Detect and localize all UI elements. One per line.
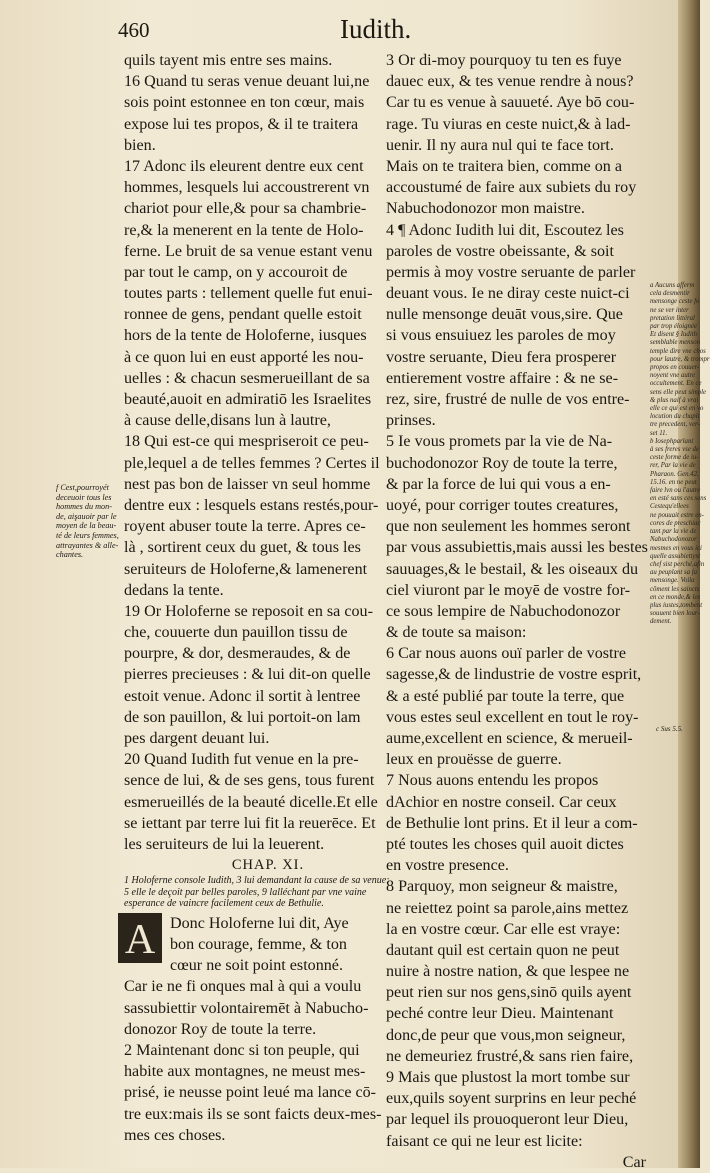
margin-line: noyent vne autre	[650, 372, 696, 380]
margin-line: attrayantes & alle-	[56, 540, 119, 550]
margin-line: tre precedent, ver-	[650, 421, 700, 429]
page-number: 460	[118, 18, 150, 42]
text-line: paroles de vostre obeissante, & soit	[386, 242, 614, 260]
margin-line: à ses freres vse de	[650, 446, 699, 454]
left-column	[124, 50, 390, 1146]
margin-line: locution du chapit	[650, 413, 700, 421]
text-line: se iettant par terre lui fit la reuerēce. Et	[124, 814, 376, 832]
margin-line: par trop éloignée	[650, 323, 697, 331]
margin-line: cōment les saincts	[650, 585, 700, 593]
running-header	[0, 14, 680, 48]
text-line: royent abuser toute la terre. Apres ce-	[124, 518, 366, 536]
drop-cap: A	[118, 913, 162, 963]
text-line: ple,lequel a de telles femmes ? Certes il	[124, 454, 380, 472]
margin-line: chantes.	[56, 550, 84, 560]
text-line: Donc Holoferne lui dit, Aye	[170, 914, 349, 932]
text-line: Nabuchodonozor mon maistre.	[386, 200, 585, 218]
margin-line: propos en couuer-	[650, 364, 700, 372]
text-line: vostre seruante, Dieu fera prosperer	[386, 348, 617, 366]
text-line: 6 Car nous auons ouï parler de vostre	[386, 645, 627, 663]
text-line: sagesse,& de lindustrie de vostre esprit,	[386, 666, 642, 684]
margin-line: hommes du mon-	[56, 502, 112, 512]
margin-line: quelle assubiettyst	[650, 552, 701, 560]
right-margin-note	[650, 282, 710, 627]
margin-line: en esté sans ces sens	[650, 495, 707, 503]
margin-line: temple dire vne chos	[650, 347, 706, 355]
margin-line: set 11.	[650, 429, 668, 437]
text-line: dedans la tente.	[124, 581, 224, 599]
summary-line: esperance de vaincre facilement ceux de Bethulie.	[124, 898, 324, 910]
text-line: 20 Quand Iudith fut venue en la pre-	[124, 751, 359, 769]
text-line: nuire à nostre nation, & que lespee ne	[386, 963, 630, 981]
text-line: & a esté publié par toute la terre, que	[386, 687, 625, 705]
margin-line: de, aişauoir par le	[56, 511, 117, 521]
text-line: tre eux:mais ils se sont faicts deux-mes-	[124, 1105, 382, 1123]
text-line: ne reiettez point sa parole,ains mettez	[386, 899, 629, 917]
text-line: pourpre, & dor, desmeraudes, & de	[124, 645, 351, 663]
text-line: 17 Adonc ils eleurent dentre eux cent	[124, 157, 364, 175]
text-line: ronnee de gens, pendant quelle estoit	[124, 306, 362, 324]
text-line: pierres precieuses : & lui dit-on quelle	[124, 666, 371, 684]
margin-line: ne se ver inter	[650, 306, 689, 314]
text-line: dentre eux : lesquels estans restés,pour-	[124, 496, 379, 514]
running-title: Iudith.	[340, 14, 412, 44]
text-line: 8 Parquoy, mon seigneur & maistre,	[386, 878, 618, 896]
right-text	[386, 50, 650, 1152]
margin-line: deceuoir tous les	[56, 492, 112, 502]
text-line: à cause delle,disans lun à lautre,	[124, 412, 331, 430]
text-line: beauté,auoit en admiratiō les Israelites	[124, 391, 372, 408]
text-line: 19 Or Holoferne se reposoit en sa cou-	[124, 602, 373, 620]
text-line: rage. Tu viuras en ceste nuict,& à lad-	[386, 115, 631, 133]
text-line: donc,de peur que vous,mon seigneur,	[386, 1026, 626, 1044]
text-line: hommes, lesquels lui accoustrerent vn	[124, 179, 370, 197]
summary-line: 5 elle le deçoit par belles paroles, 9 lalléchant par vne vaine	[124, 886, 367, 898]
text-line: pté toutes les choses quil auoit dictes	[386, 835, 624, 853]
chapter-heading: CHAP. XI.	[231, 857, 305, 874]
text-line: 4 ¶ Adonc Iudith lui dit, Escoutez les	[386, 221, 624, 239]
margin-line: té de leurs femmes,	[56, 530, 119, 540]
text-line: & par la force de lui qui vous a en-	[386, 475, 611, 493]
margin-line: ceste forme de iu-	[650, 454, 699, 462]
text-line: par lequel ils prouoqueront leur Dieu,	[386, 1111, 629, 1129]
text-line: vous estes seul excellent en tout le roy-	[386, 708, 639, 726]
text-line: de son pauillon, & lui portoit-on lam	[124, 708, 361, 726]
margin-line: ne pouuait estre en-	[650, 511, 704, 519]
margin-line: Cestequ'ellees	[650, 503, 689, 511]
margin-line: Pharaon. Gen.42.	[650, 470, 699, 478]
text-line: cœur ne soit point estonné.	[170, 957, 343, 975]
text-line: entierement vostre affaire : & ne se-	[386, 369, 619, 387]
text-line: seruiteurs de Holoferne,& lamenerent	[124, 560, 368, 578]
text-line: ferne. Le bruit de sa venue estant venu	[124, 242, 373, 260]
text-line: eux,quils soyent surprins en leur peché	[386, 1090, 637, 1108]
text-line: peché contre leur Dieu. Maintenant	[386, 1005, 614, 1023]
margin-line: tant par la vie de	[650, 528, 697, 536]
text-line: rez, sire, frustré de nulle de vos entre-	[386, 391, 630, 408]
margin-line: souuent bien lour-	[650, 610, 700, 618]
text-line: Car ie ne fi onques mal à qui a voulu	[124, 978, 362, 996]
text-line: par tout le camp, on y accouroit de	[124, 263, 348, 281]
text-line: accoustumé de faire aux subiets du roy	[386, 179, 637, 197]
margin-line: Et disent § Iudith	[650, 331, 698, 339]
text-line: par vous assubiettis,mais aussi les bestes	[386, 539, 648, 557]
text-line: quils tayent mis entre ses mains.	[124, 52, 333, 69]
text-line: la en vostre cœur. Car elle est vraye:	[386, 920, 621, 938]
margin-line: b Iosephparlant	[650, 437, 694, 445]
left-margin-note	[56, 483, 122, 560]
text-line: toutes parts : tellement quelle fut enui-	[124, 285, 373, 303]
text-line: en vostre presence.	[386, 857, 509, 875]
margin-line: pretation littéral	[650, 314, 695, 322]
text-line: 16 Quand tu seras venue deuant lui,ne	[124, 73, 370, 91]
text-line: Car tu es venue à sauueté. Aye bō cou-	[386, 94, 635, 112]
text-line: ciel viuront par le moyē de vostre for-	[386, 581, 631, 599]
margin-line: en ce monde,& les	[650, 593, 701, 601]
margin-line: semblable menson	[650, 339, 701, 347]
text-line: habite aux montagnes, ne meust mes-	[124, 1063, 366, 1081]
text-line: uoyé, pour corriger toutes creatures,	[386, 496, 619, 514]
text-line: de Bethulie lont prins. Et il leur a com-	[386, 814, 638, 832]
text-line: chariot pour elle,& pour sa chambrie-	[124, 200, 367, 218]
text-line: estoit venue. Adonc il sortit à lentree	[124, 687, 361, 705]
text-line: que non seulement les hommes seront	[386, 518, 631, 536]
text-line: leux en prouësse de guerre.	[386, 751, 562, 769]
text-line: Mais on te traitera bien, comme on a	[386, 157, 622, 175]
text-line: uelles : & chacun sesmerueillant de sa	[124, 369, 370, 387]
text-line: sois point estonnee en ton cœur, mais	[124, 94, 365, 112]
text-line: aume,excellent en science, & merueil-	[386, 730, 633, 747]
text-line: dautant quil est certain quon ne peut	[386, 941, 620, 959]
text-line: dauec eux, & tes venue rendre à nous?	[386, 73, 634, 91]
text-line: 3 Or di-moy pourquoy tu ten es fuye	[386, 52, 622, 69]
margin-line: chef sist perché,afin	[650, 560, 705, 568]
margin-line: pour lautre, & trompr	[650, 355, 710, 363]
margin-line: mensonge ceste fo	[650, 298, 700, 306]
text-line: permis à moy vostre seruante de parler	[386, 263, 636, 281]
text-line: nulle mensonge deuāt vous,sire. Que	[386, 306, 623, 324]
text-line: 7 Nous auons entendu les propos	[386, 772, 599, 790]
text-line: à ce quon lui en eust apporté les nou-	[124, 348, 364, 366]
text-line: sauuages,& le bestail, & les oiseaux du	[386, 560, 639, 578]
text-line: donozor Roy de toute la terre.	[124, 1020, 317, 1038]
text-line: 9 Mais que plustost la mort tombe sur	[386, 1069, 630, 1086]
margin-line: dement.	[650, 618, 672, 626]
text-line: prinses.	[386, 412, 436, 430]
text-line: peut rien sur nos gens,sinō quils ayent	[386, 984, 632, 1002]
text-line: là , sortirent ceux du guet, & tous les	[124, 539, 361, 557]
margin-line: au peuplant sa fa	[650, 569, 698, 577]
text-line: sence de lui, & de ses gens, tous furent	[124, 772, 375, 790]
text-line: faisant ce qui ne leur est licite:	[386, 1132, 583, 1150]
text-line: dAchior en nostre conseil. Car ceux	[386, 793, 617, 811]
text-line: re,& la menerent en la tente de Holo-	[124, 221, 364, 239]
margin-line: cela desmentir	[650, 290, 690, 298]
margin-line: occultement. En ce	[650, 380, 702, 388]
text-line: 5 Ie vous promets par la vie de Na-	[386, 433, 613, 451]
right-margin-ref: c Sus 5.5.	[656, 725, 683, 733]
left-text-after-chapter	[124, 976, 382, 1146]
margin-line: sens elle peut simple	[650, 388, 707, 396]
text-line: nest pas bon de laisser vn seul homme	[124, 475, 371, 493]
summary-line: 1 Holoferne console Iudith, 3 lui demandant la cause de sa venue:	[124, 875, 390, 887]
text-line: si vous ensuiuez les paroles de moy	[386, 327, 616, 345]
margin-line: a Aucuns afferm	[650, 282, 695, 289]
text-line: bon courage, femme, & ton	[170, 936, 347, 954]
text-line: esmerueillés de la beauté dicelle.Et elle	[124, 793, 378, 811]
text-line: 2 Maintenant donc si ton peuple, qui	[124, 1042, 360, 1060]
text-line: expose lui tes propos, & il te traitera	[124, 115, 359, 133]
text-line: hors de la tente de Holoferne, iusques	[124, 327, 367, 345]
text-line: ce sous lempire de Nabuchodonozor	[386, 602, 621, 620]
right-column	[386, 50, 650, 1173]
chapter-summary	[124, 875, 390, 910]
margin-line: mensonge. Voila	[650, 577, 695, 585]
text-line: deuant vous. Ie ne diray ceste nuict-ci	[386, 285, 630, 303]
margin-line: elle ce qui est en vo	[650, 405, 704, 413]
left-text-before-chapter	[124, 50, 382, 855]
text-line: bien.	[124, 136, 156, 154]
margin-line: mesmes en vous ici	[650, 544, 702, 552]
margin-line: moyen de la beau-	[56, 521, 117, 531]
text-line: buchodonozor Roy de toute la terre,	[386, 454, 618, 472]
text-line: & de toute sa maison:	[386, 624, 527, 642]
text-line: prisé, ie neusse point leué ma lance cō-	[124, 1084, 377, 1102]
margin-line: faire lvn ou l'autre	[650, 487, 701, 495]
text-line: 18 Qui est-ce qui mespriseroit ce peu-	[124, 433, 369, 451]
text-line: uenir. Il ny aura nul qui te face tort.	[386, 136, 614, 154]
text-line: che, couuerte dun pauillon tissu de	[124, 624, 348, 642]
catchword: Car	[622, 1153, 646, 1171]
text-line: mes ces choses.	[124, 1126, 226, 1144]
margin-line: plus iustes,tombent	[650, 601, 703, 609]
drop-cap-lines	[124, 913, 382, 977]
margin-line: rer, Par la vie de	[650, 462, 696, 470]
text-line: les seruiteurs de lui la leuerent.	[124, 835, 325, 853]
margin-line: 15.16. en ne peut	[650, 478, 697, 486]
text-line: pes dargent deuant lui.	[124, 730, 270, 747]
margin-line: Nabuchodonozor	[650, 536, 697, 544]
text-line: ne demeuriez frustré,& sans rien faire,	[386, 1047, 634, 1065]
text-line: sassubiettir volontairemēt à Nabucho-	[124, 999, 369, 1017]
chapter-opening	[124, 913, 382, 977]
margin-line: cores de preschiac	[650, 519, 701, 527]
margin-line: & plus naif à vrai	[650, 396, 699, 404]
margin-line: f Cest,pourroyét	[56, 483, 109, 492]
